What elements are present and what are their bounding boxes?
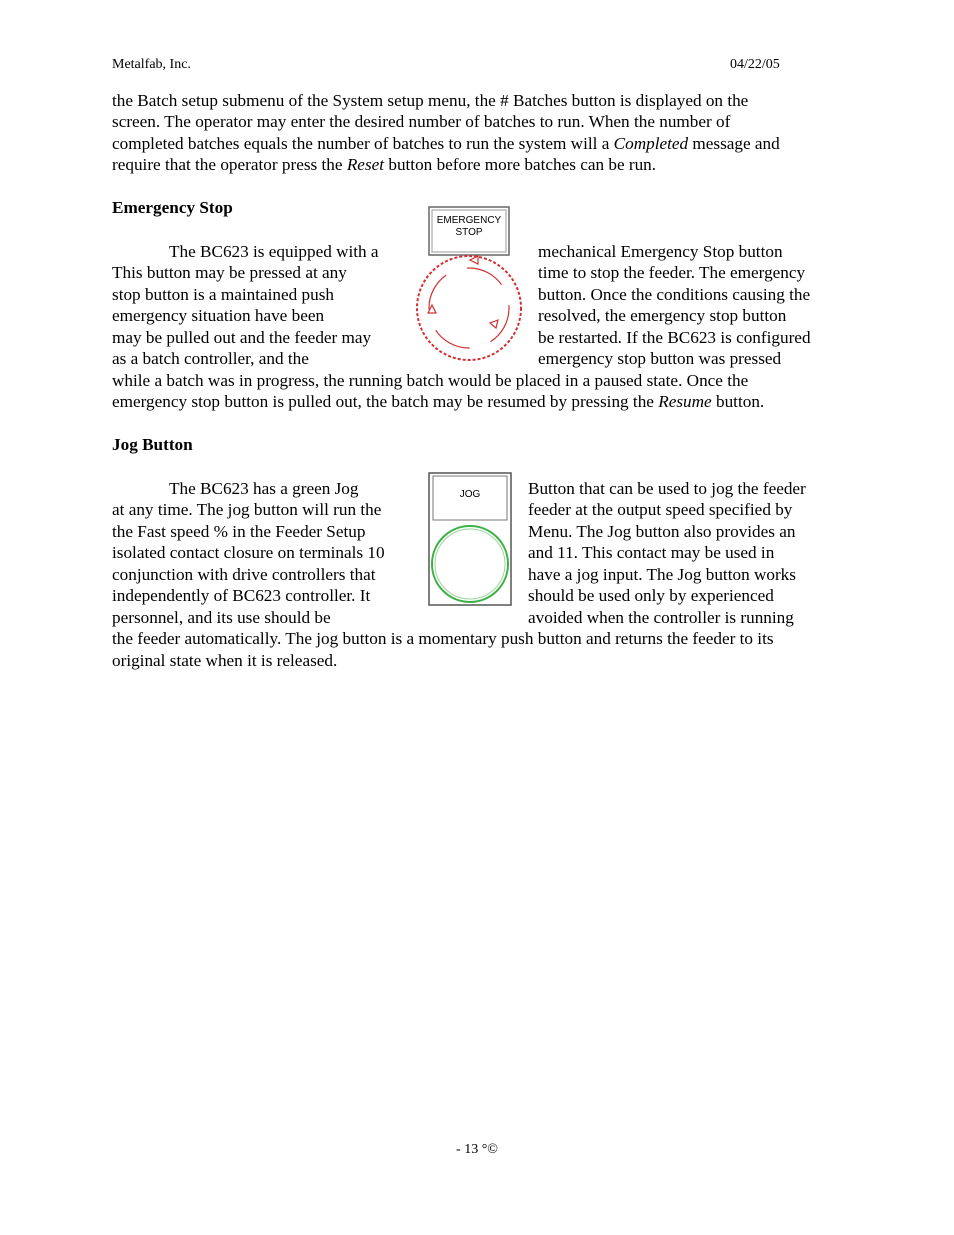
resume-emphasis: Resume — [658, 392, 712, 411]
estop-label-line1: EMERGENCY — [436, 215, 502, 226]
estop-label-line2: STOP — [455, 227, 483, 238]
text-span: message and — [688, 134, 780, 153]
text-line: This button may be pressed at any — [112, 263, 347, 282]
text-line: Button that can be used to jog the feeder — [528, 479, 806, 498]
text-span: button before more batches can be run. — [384, 155, 657, 174]
page-number: - 13 °© — [456, 1142, 498, 1157]
text-line: as a batch controller, and the — [112, 349, 309, 368]
text-line: resolved, the emergency stop button — [538, 306, 787, 325]
text-line: button. Once the conditions causing the — [538, 285, 811, 304]
text-line: personnel, and its use should be — [112, 608, 331, 627]
header-company: Metalfab, Inc. — [112, 57, 191, 72]
emergency-stop-heading: Emergency Stop — [112, 198, 233, 217]
text-line: should be used only by experienced — [528, 586, 774, 605]
text-line: independently of BC623 controller. It — [112, 586, 371, 605]
text-line: and 11. This contact may be used in — [528, 543, 775, 562]
text-span: button. — [711, 392, 765, 411]
text-line: the Batch setup submenu of the System setup menu, the # Batches button is displayed on the — [112, 91, 749, 110]
text-span: emergency stop button is pulled out, the batch may be resumed by pressing the — [112, 392, 659, 411]
emergency-stop-button-figure — [410, 205, 526, 370]
text-line: at any time. The jog button will run the — [112, 500, 382, 519]
text-line — [112, 133, 780, 155]
text-line: may be pulled out and the feeder may — [112, 328, 372, 347]
text-line: stop button is a maintained push — [112, 285, 334, 304]
jog-button-figure — [428, 472, 512, 611]
text-line: The BC623 is equipped with a — [169, 242, 379, 261]
text-line: screen. The operator may enter the desired number of batches to run. When the number of — [112, 112, 731, 131]
text-line: emergency situation have been — [112, 306, 325, 325]
jog-button-heading: Jog Button — [112, 435, 193, 454]
text-span: completed batches equals the number of batches to run the system will a — [112, 134, 614, 153]
text-line: isolated contact closure on terminals 10 — [112, 543, 385, 562]
text-line: while a batch was in progress, the running batch would be placed in a paused state. Once the — [112, 371, 749, 390]
text-line: emergency stop button was pressed — [538, 349, 782, 368]
text-line: the Fast speed % in the Feeder Setup — [112, 522, 366, 541]
text-line — [112, 391, 764, 413]
emergency-stop-icon — [410, 205, 526, 365]
text-line — [112, 154, 656, 176]
text-line: mechanical Emergency Stop button — [538, 242, 783, 261]
text-line: be restarted. If the BC623 is configured — [538, 328, 811, 347]
text-line: original state when it is released. — [112, 651, 338, 670]
text-line: have a jog input. The Jog button works — [528, 565, 796, 584]
text-line: time to stop the feeder. The emergency — [538, 263, 806, 282]
text-line: Menu. The Jog button also provides an — [528, 522, 796, 541]
completed-emphasis: Completed — [613, 134, 689, 153]
text-line: avoided when the controller is running — [528, 608, 794, 627]
text-line: The BC623 has a green Jog — [169, 479, 359, 498]
text-line: feeder at the output speed specified by — [528, 500, 793, 519]
jog-button-icon — [428, 472, 512, 606]
reset-emphasis: Reset — [346, 155, 385, 174]
header-date: 04/22/05 — [730, 57, 780, 72]
text-line: conjunction with drive controllers that — [112, 565, 376, 584]
jog-label: JOG — [459, 489, 481, 500]
text-span: require that the operator press the — [112, 155, 347, 174]
text-line: the feeder automatically. The jog button is a momentary push button and returns the feeder to its — [112, 629, 774, 648]
